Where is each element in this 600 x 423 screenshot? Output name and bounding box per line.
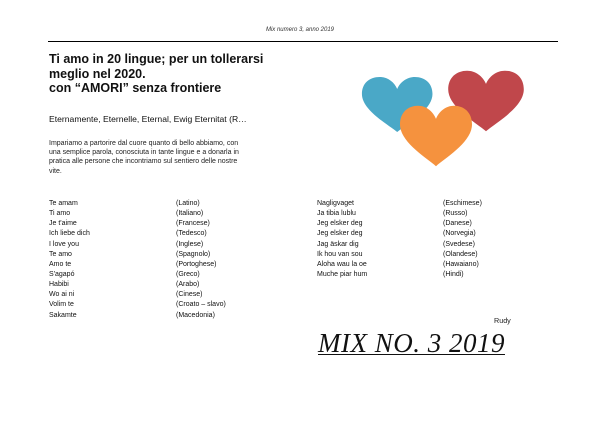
love-phrase: Jeg elsker deg xyxy=(317,220,363,228)
love-phrase: S'agapó xyxy=(49,270,75,278)
language-label: (Tedesco) xyxy=(176,230,207,238)
language-label: (Croato – slavo) xyxy=(176,301,226,309)
right-languages-column xyxy=(443,199,482,280)
love-phrase: Sakamte xyxy=(49,311,77,319)
title-line: con “AMORI” senza frontiere xyxy=(49,81,222,95)
language-label: (Hindi) xyxy=(443,270,464,278)
love-phrase: Ja tibia lublu xyxy=(317,210,356,218)
love-phrase: Ik hou van sou xyxy=(317,250,363,258)
language-label: (Cinese) xyxy=(176,291,203,299)
love-phrase: Jag äskar dig xyxy=(317,240,359,248)
language-label: (Olandese) xyxy=(443,250,478,258)
header-divider xyxy=(48,41,558,42)
language-label: (Russo) xyxy=(443,210,468,218)
language-label: (Francese) xyxy=(176,220,210,228)
love-phrase: Je t'aime xyxy=(49,220,77,228)
love-phrase: Muche piar hum xyxy=(317,270,368,278)
orange-heart-icon xyxy=(400,106,472,167)
three-hearts-icon xyxy=(352,64,538,176)
language-label: (Greco) xyxy=(176,270,200,278)
issue-title: MIX NO. 3 2019 xyxy=(318,328,505,358)
article-title xyxy=(49,52,309,96)
language-label: (Norvegia) xyxy=(443,230,476,238)
love-phrase: Nagligvaget xyxy=(317,200,354,207)
language-label: (Eschimese) xyxy=(443,200,482,207)
left-languages-column xyxy=(176,199,226,321)
love-phrase: Te amam xyxy=(49,200,78,207)
language-label: (Latino) xyxy=(176,200,200,207)
intro-line: vite. xyxy=(49,167,62,175)
language-label: (Hawaiano) xyxy=(443,260,479,268)
love-phrase: Volim te xyxy=(49,301,74,309)
intro-line: pratica alle persone che incontriamo sul sentiero delle nostre xyxy=(49,158,238,166)
intro-line: una semplice parola, conosciuta in tante lingue e a donarla in xyxy=(49,149,239,157)
running-header: Mix numero 3, anno 2019 xyxy=(265,27,335,33)
love-phrase: Wo ai ni xyxy=(49,291,75,299)
love-phrase: Ich liebe dich xyxy=(49,230,90,238)
title-line: Ti amo in 20 lingue; per un tollerarsi xyxy=(49,52,264,66)
love-phrase: Te amo xyxy=(49,250,72,258)
tagline: Eternamente, Eternelle, Eternal, Ewig Eternitat (R… xyxy=(49,114,247,124)
language-label: (Spagnolo) xyxy=(176,250,211,258)
language-label: (Portoghese) xyxy=(176,260,217,268)
intro-paragraph xyxy=(49,139,291,176)
love-phrase: Amo te xyxy=(49,260,72,268)
love-phrase: Jeg elsker deg xyxy=(317,230,363,238)
left-phrases-column xyxy=(49,199,90,321)
language-label: (Danese) xyxy=(443,220,472,228)
love-phrase: Aloha wau la oe xyxy=(317,260,367,268)
right-phrases-column xyxy=(317,199,367,280)
love-phrase: Habibi xyxy=(49,281,69,289)
title-line: meglio nel 2020. xyxy=(49,66,146,81)
intro-line: Impariamo a partorire dal cuore quanto di bello abbiamo, con xyxy=(49,140,239,147)
language-label: (Arabo) xyxy=(176,281,200,289)
language-label: (Inglese) xyxy=(176,240,204,248)
author-signature: Rudy xyxy=(494,316,511,325)
love-phrase: I love you xyxy=(49,240,79,248)
love-phrase: Ti amo xyxy=(49,210,71,218)
language-label: (Italiano) xyxy=(176,210,204,218)
language-label: (Svedese) xyxy=(443,240,475,248)
language-label: (Macedonia) xyxy=(176,311,215,319)
